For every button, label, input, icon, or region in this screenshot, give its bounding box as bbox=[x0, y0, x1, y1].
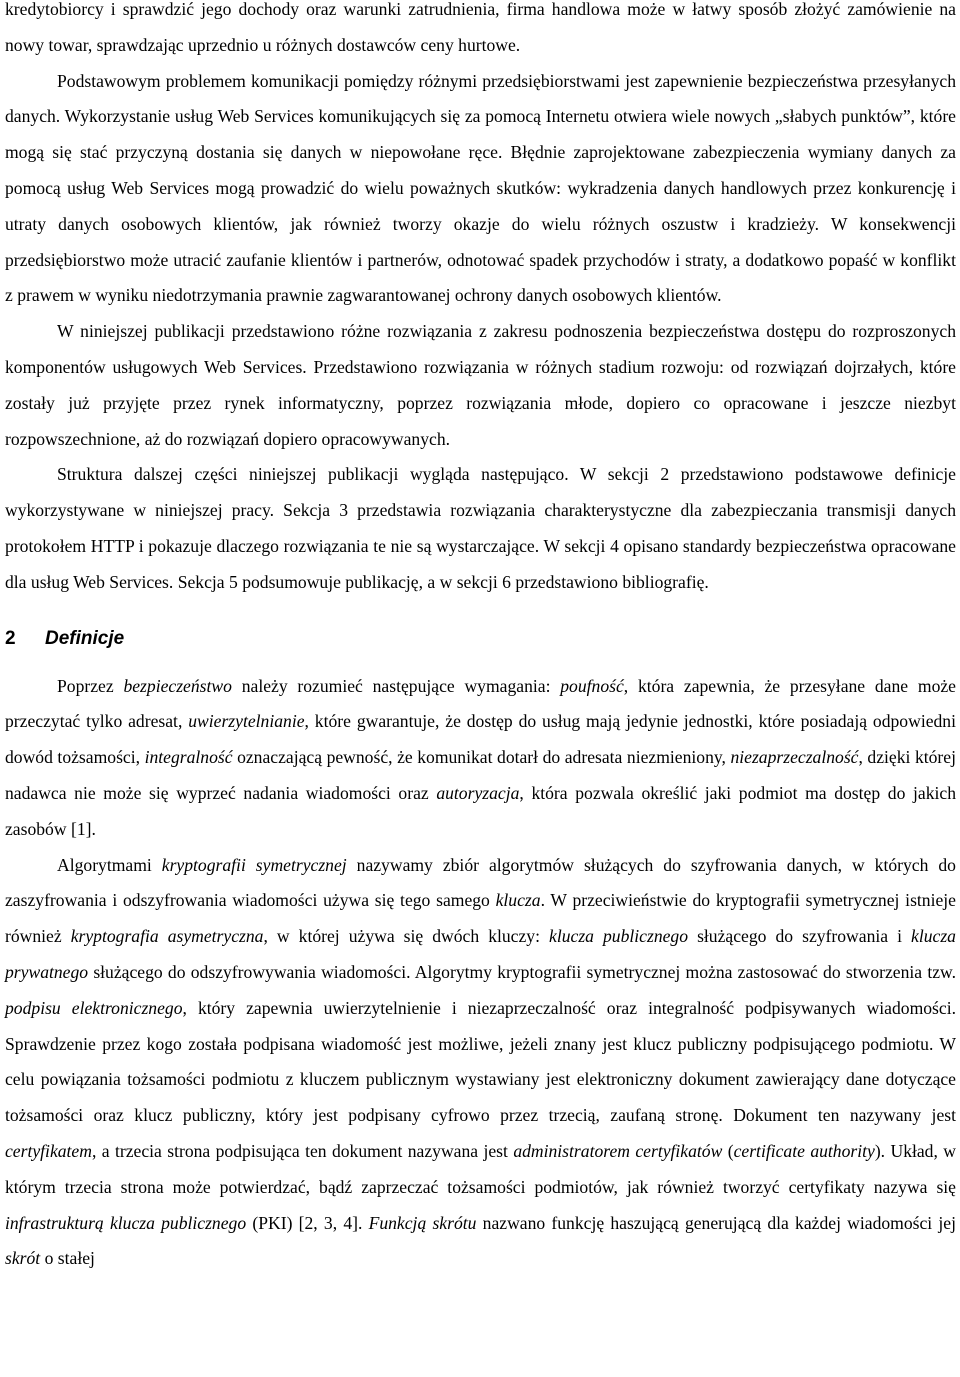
text-run: Poprzez bbox=[57, 675, 124, 696]
italic-term: certyfikatem bbox=[5, 1140, 92, 1161]
italic-term: administratorem certyfikatów bbox=[513, 1140, 723, 1161]
text-run: , w której używa się dwóch kluczy: bbox=[263, 926, 550, 947]
text-run: nazywamy zbiór algorytmów służących do szyfrowania danych, w których do zaszyfrowania i odszyfrowania wiadomości używa się tego samego bbox=[5, 854, 956, 911]
text-run: służącego do odszyfrowywania wiadomości. Algorytmy kryptografii symetrycznej można zastosować do stworzenia tzw. bbox=[88, 961, 956, 982]
italic-term: kryptografia asymetryczna bbox=[70, 926, 264, 947]
text-run: , która pozwala określić jaki podmiot ma dostęp do jakich zasobów [1]. bbox=[5, 782, 956, 839]
text-run: nazwano funkcję haszującą generującą dla każdej wiadomości jej bbox=[476, 1212, 956, 1233]
italic-term: podpisu elektronicznego bbox=[5, 997, 183, 1018]
paragraph-document-structure bbox=[5, 457, 956, 600]
text-run: Struktura dalszej części niniejszej publikacji wygląda następująco. W sekcji 2 przedstawiono podstawowe definicje wykorzystywane w niniejszej pracy. Sekcja 3 przedstawia rozwiązania charakterystyczne dla zabezpieczania transmisji danych protokołem HTTP i pokazuje dlaczego rozwiązania te nie są wystarczające. W sekcji 4 opisano standardy bezpieczeństwa opracowane dla usług Web Services. Sekcja 5 podsumowuje publikację, a w sekcji 6 przedstawiono bibliografię. bbox=[5, 464, 956, 592]
italic-term: skrót bbox=[5, 1248, 41, 1269]
italic-term: certificate authority bbox=[733, 1140, 875, 1161]
text-run: służącego do szyfrowania i bbox=[688, 926, 912, 947]
text-run: , które gwarantuje, że dostęp do usług mają jedynie jednostki, które posiadają odpowiedni dowód tożsamości, bbox=[5, 711, 956, 768]
text-run: , który zapewnia uwierzytelnienie i niezaprzeczalność oraz integralność podpisywanych wiadomości. Sprawdzenie przez kogo została podpisana wiadomość jest możliwe, jeżeli znany jest klucz publiczny podpisującego podmiotu. W celu powiązania tożsamości podmiotu z kluczem publicznym wystawiany jest elektroniczny dokument zawierający dane dotyczące tożsamości oraz klucz publiczny, który jest podpisany cyfrowo przez trzecią, zaufaną stronę. Dokument ten nazywany jest bbox=[5, 997, 956, 1126]
italic-term: klucza publicznego bbox=[549, 926, 689, 947]
italic-term: uwierzytelnianie bbox=[188, 711, 305, 732]
paragraph-continuation bbox=[5, 0, 956, 64]
text-run: oznaczającą pewność, że komunikat dotarł do adresata niezmieniony, bbox=[232, 747, 731, 768]
italic-term: klucza prywatnego bbox=[5, 926, 956, 982]
text-run: (PKI) [2, 3, 4]. bbox=[246, 1212, 369, 1233]
text-run: kredytobiorcy i sprawdzić jego dochody oraz warunki zatrudnienia, firma handlowa może w łatwy sposób złożyć zamówienie na nowy towar, sprawdzając uprzednio u różnych dostawców ceny hurtowe. bbox=[5, 0, 956, 55]
section-heading-definitions bbox=[5, 625, 956, 653]
text-run: należy rozumieć następujące wymagania: bbox=[231, 675, 561, 696]
italic-term: kryptografii symetrycznej bbox=[161, 854, 347, 875]
text-run: . W przeciwieństwie do kryptografii symetrycznej istnieje również bbox=[5, 890, 956, 947]
italic-term: infrastrukturą klucza publicznego bbox=[5, 1212, 247, 1233]
text-run: , która zapewnia, że przesyłane dane może przeczytać tylko adresat, bbox=[5, 675, 956, 732]
italic-term: integralność bbox=[144, 747, 233, 768]
section-1-body bbox=[5, 0, 956, 601]
paragraph-security-problem bbox=[5, 64, 956, 315]
paragraph-security-definition bbox=[5, 669, 956, 848]
italic-term: autoryzacja bbox=[436, 782, 520, 803]
italic-term: klucza bbox=[495, 890, 541, 911]
text-run: ). Układ, w którym trzecia strona może potwierdzać, bądź zaprzeczać tożsamości podmiotów, jak również tworzyć certyfikaty nazywa się bbox=[5, 1140, 956, 1197]
text-run: Algorytmami bbox=[57, 854, 162, 875]
italic-term: Funkcją skrótu bbox=[368, 1212, 477, 1233]
text-run: Podstawowym problemem komunikacji pomiędzy różnymi przedsiębiorstwami jest zapewnienie bezpieczeństwa przesyłanych danych. Wykorzystanie usług Web Services komunikujących się za pomocą Internetu otwiera wiele nowych „słabych punktów”, które mogą się stać przyczyną dostania się danych w niepowołane ręce. Błędnie zaprojektowane zabezpieczenia wymiany danych za pomocą usług Web Services mogą prowadzić do wielu poważnych skutków: wykradzenia danych handlowych przez konkurencję i utraty danych osobowych klientów, jak również tworzy okazje do wielu różnych oszustw i kradzieży. W konsekwencji przedsiębiorstwo może utracić zaufanie klientów i partnerów, odnotować spadek przychodów i straty, a dodatkowo popaść w konflikt z prawem w wyniku niedotrzymania prawnie zagwarantowanej ochrony danych osobowych klientów. bbox=[5, 70, 956, 306]
italic-term: bezpieczeństwo bbox=[123, 675, 232, 696]
text-run: ( bbox=[722, 1140, 734, 1161]
paragraph-publication-scope bbox=[5, 314, 956, 457]
text-run: W niniejszej publikacji przedstawiono różne rozwiązania z zakresu podnoszenia bezpieczeństwa dostępu do rozproszonych komponentów usługowych Web Services. Przedstawiono rozwiązania w różnych stadium rozwoju: od rozwiązań dojrzałych, które zostały już przyjęte przez rynek informatyczny, poprzez rozwiązania młode, dopiero co opracowane i jeszcze niezbyt rozpowszechnione, aż do rozwiązań dopiero opracowywanych. bbox=[5, 321, 956, 449]
text-run: o stałej bbox=[40, 1248, 95, 1269]
section-2-body bbox=[5, 669, 956, 1278]
section-number: 2 bbox=[5, 627, 16, 649]
text-run: , a trzecia strona podpisująca ten dokument nazywana jest bbox=[91, 1140, 514, 1161]
italic-term: niezaprzeczalność bbox=[730, 747, 859, 768]
section-title: Definicje bbox=[45, 627, 125, 649]
paragraph-cryptography-definitions bbox=[5, 848, 956, 1278]
text-run: , dzięki której nadawca nie może się wyprzeć nadania wiadomości oraz bbox=[5, 747, 956, 803]
italic-term: poufność bbox=[560, 675, 624, 696]
